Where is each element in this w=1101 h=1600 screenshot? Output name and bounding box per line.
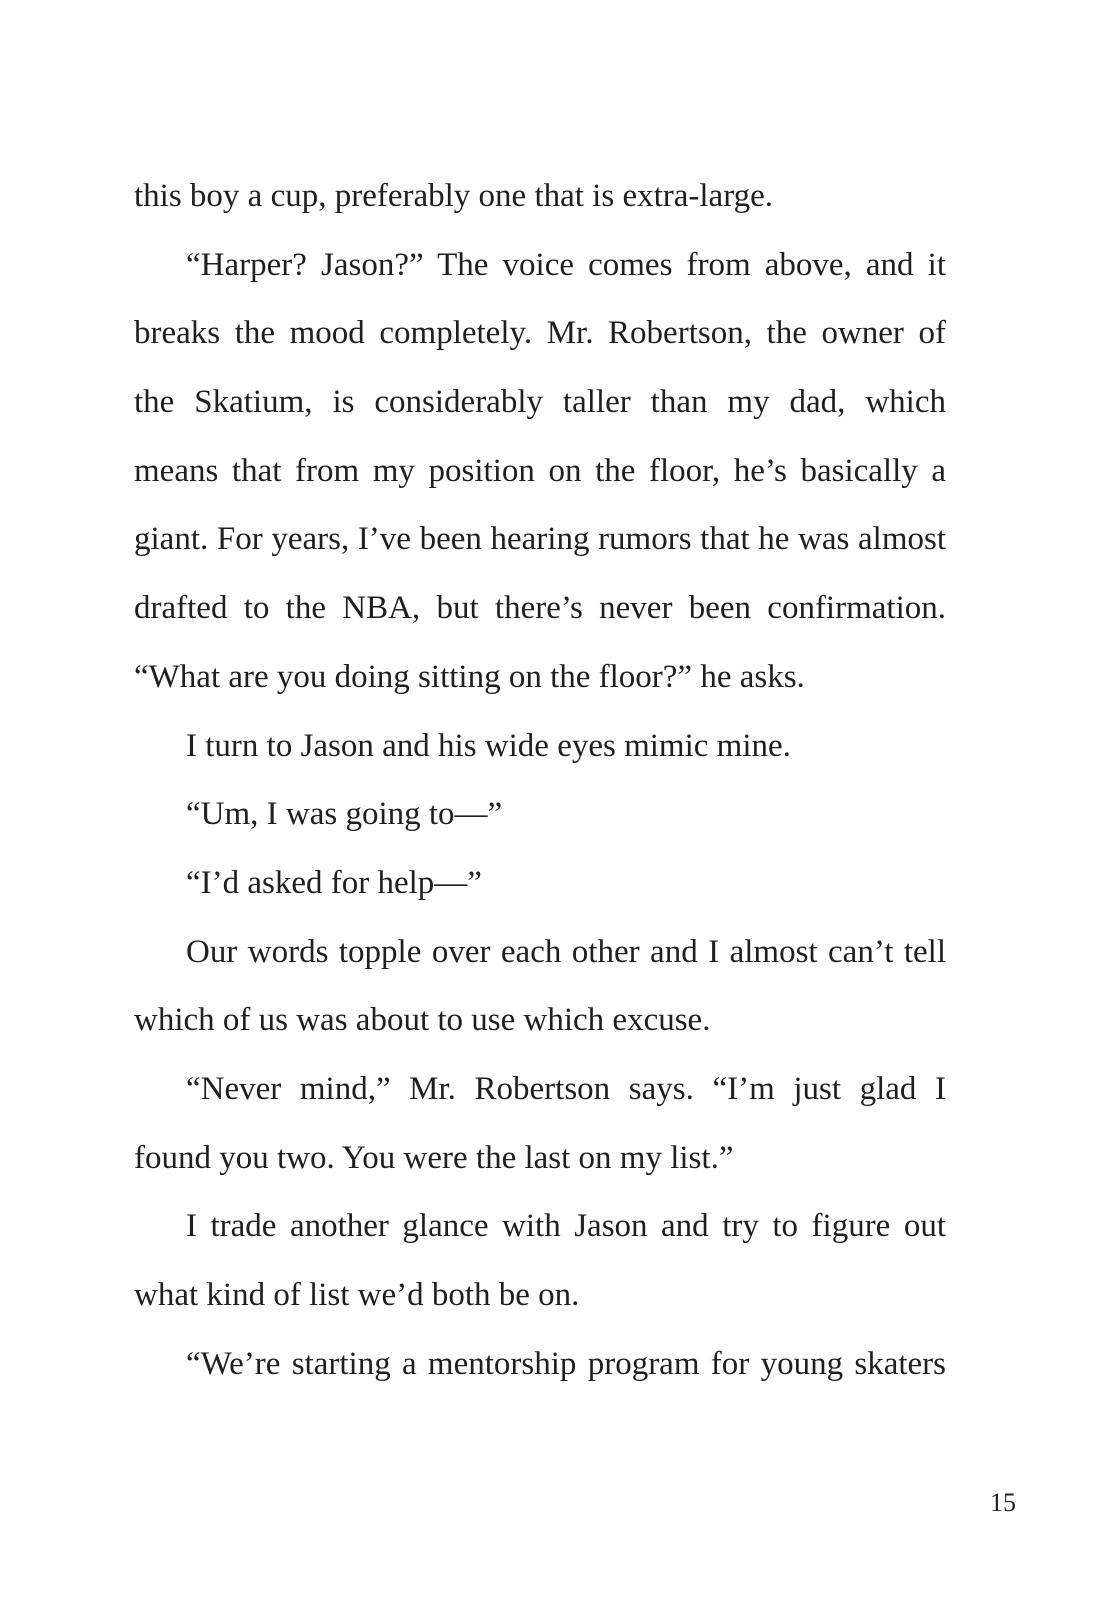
text-line: “What are you doing sitting on the floor?” he asks. [134, 658, 805, 695]
text-line: “I’d asked for help—” [186, 864, 482, 901]
text-line: what kind of list we’d both be on. [134, 1277, 580, 1313]
text-line: drafted to the NBA, but there’s never been confirmation. [134, 590, 946, 627]
text-line: which of us was about to use which excuse. [134, 1002, 711, 1039]
page-body [134, 162, 946, 1398]
text-line: Our words topple over each other and I almost can’t tell [186, 933, 946, 970]
text-line: “Harper? Jason?” The voice comes from above, and it [186, 246, 946, 283]
text-line: the Skatium, is considerably taller than my dad, which [134, 384, 946, 421]
text-line: means that from my position on the floor, he’s basically a [134, 452, 946, 489]
text-line: this boy a cup, preferably one that is extra-large. [134, 178, 773, 214]
text-line: I turn to Jason and his wide eyes mimic mine. [186, 727, 791, 764]
text-line: “Never mind,” Mr. Robertson says. “I’m just glad I [186, 1070, 946, 1107]
text-line: “Um, I was going to—” [186, 796, 503, 833]
text-line: breaks the mood completely. Mr. Robertson, the owner of [134, 315, 946, 352]
text-line: I trade another glance with Jason and try to figure out [186, 1208, 946, 1245]
text-line: found you two. You were the last on my list.” [134, 1139, 734, 1176]
text-line: “We’re starting a mentorship program for young skaters [186, 1345, 946, 1382]
page-number: 15 [990, 1488, 1016, 1517]
text-line: giant. For years, I’ve been hearing rumors that he was almost [134, 521, 946, 558]
